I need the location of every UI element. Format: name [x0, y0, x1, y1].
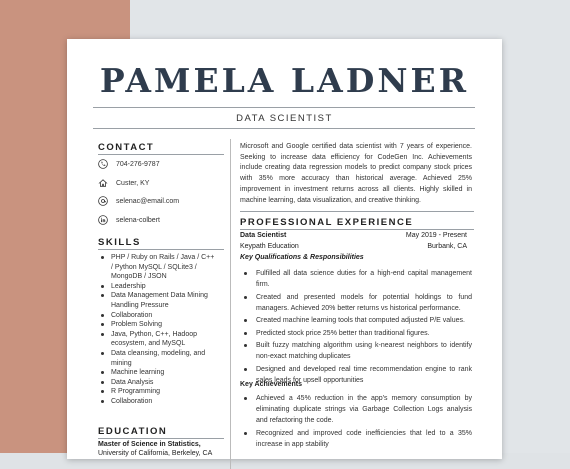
skill-item: Data cleansing, modeling, and mining	[98, 349, 218, 368]
skill-item: R Programming	[98, 387, 218, 397]
responsibility-item: Built fuzzy matching algorithm using k-nearest neighbors to identify non-exact matching duplicates	[240, 340, 472, 362]
contact-heading-rule	[98, 154, 224, 155]
column-divider	[230, 139, 231, 469]
profile-summary: Microsoft and Google certified data scientist with 7 years of experience. Seeking to increase data efficiency for CodeGen Inc. Achievements include creating data regression models to predict company stock prices with 35% more accuracy than historical average. Achieved 25% improvement in investment returns across all clients. Highly skilled in machine learning, data visualization, and creative thinking.	[240, 143, 472, 204]
skills-list	[98, 253, 218, 407]
skills-heading-rule	[98, 249, 224, 250]
job-company: Keypath Education	[240, 243, 299, 250]
home-icon	[98, 178, 108, 188]
education-degree: Master of Science in Statistics,	[98, 441, 201, 448]
responsibility-item: Created and presented models for potential holdings to fund managers. Achieved 20% better returns vs historical performance.	[240, 292, 472, 314]
skill-item: Java, Python, C++, Hadoop ecosystem, and MySQL	[98, 330, 218, 349]
header-divider-top	[93, 107, 475, 108]
contact-phone-text: 704-276-9787	[116, 160, 160, 168]
job-dates: May 2019 - Present	[405, 232, 467, 239]
responsibility-item: Predicted stock price 25% better than traditional figures.	[240, 328, 472, 339]
education-heading: EDUCATION	[98, 426, 168, 437]
achievement-item: Recognized and improved code inefficiencies that led to a 35% increase in app stability	[240, 428, 472, 450]
contact-linkedin-text[interactable]: selena-colbert	[116, 216, 160, 224]
skill-item: Data Analysis	[98, 378, 218, 388]
linkedin-icon	[98, 215, 108, 225]
achievements-heading: Key Achievements	[240, 381, 302, 388]
qualifications-heading: Key Qualifications & Responsibilities	[240, 254, 364, 261]
contact-heading: CONTACT	[98, 142, 155, 153]
summary-divider	[240, 211, 474, 212]
achievement-item: Achieved a 45% reduction in the app's memory consumption by eliminating duplicate strings via Garbage Collection Logs analysis and refactoring the code.	[240, 393, 472, 426]
job-location: Burbank, CA	[427, 243, 467, 250]
skill-item: Collaboration	[98, 311, 218, 321]
responsibility-item: Fulfilled all data science duties for a high-end capital management firm.	[240, 268, 472, 290]
contact-email-text[interactable]: selenac@email.com	[116, 197, 180, 205]
education-heading-rule	[98, 438, 224, 439]
responsibilities-list	[240, 268, 472, 387]
contact-location	[98, 176, 149, 190]
email-icon	[98, 196, 108, 206]
contact-phone	[98, 157, 160, 171]
contact-linkedin[interactable]	[98, 213, 160, 227]
responsibility-item: Created machine learning tools that computed adjusted P/E values.	[240, 315, 472, 326]
skill-item: Collaboration	[98, 397, 218, 407]
contact-location-text: Custer, KY	[116, 179, 150, 187]
job-role: Data Scientist	[240, 232, 287, 239]
education-school: University of California, Berkeley, CA	[98, 450, 213, 457]
resume-page	[67, 39, 502, 459]
skills-heading: SKILLS	[98, 237, 141, 248]
experience-heading-rule	[240, 229, 474, 230]
resume-name: PAMELA LADNER	[99, 61, 470, 100]
responsibility-item: Designed and developed real time recommendation engine to rank sales leads for upsell opportunities	[240, 364, 472, 386]
skill-item: Machine learning	[98, 368, 218, 378]
achievements-list	[240, 393, 472, 451]
skill-item: Data Management Data Mining Handling Pressure	[98, 291, 218, 310]
contact-email[interactable]	[98, 194, 179, 208]
skill-item: Problem Solving	[98, 320, 218, 330]
experience-heading: PROFESSIONAL EXPERIENCE	[240, 217, 414, 228]
header-divider-bottom	[93, 128, 475, 129]
skill-item: PHP / Ruby on Rails / Java / C++ / Python MySQL / SQLite3 / MongoDB / JSON	[98, 253, 218, 282]
resume-title: DATA SCIENTIST	[236, 113, 333, 124]
skill-item: Leadership	[98, 282, 218, 292]
phone-icon	[98, 159, 108, 169]
